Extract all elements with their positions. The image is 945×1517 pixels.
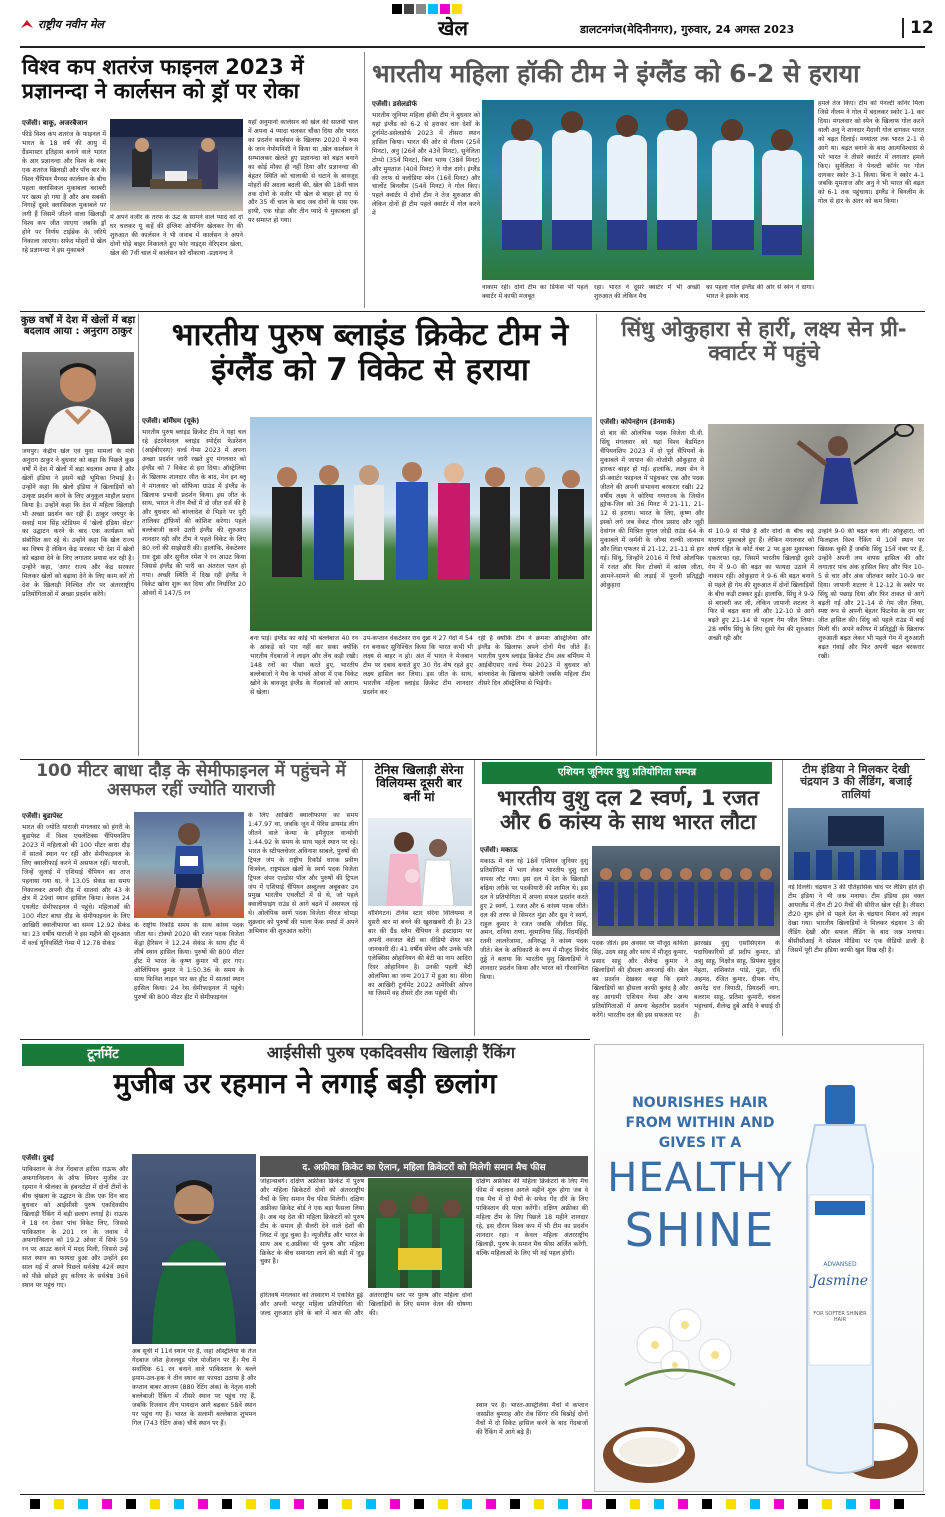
section-name: खेल (438, 16, 468, 40)
s6-col2: के राष्ट्रीय रिकॉर्ड समय के साथ कांस्य पदक जीता था। टोक्यो 2020 की रजत पदक विजेता केंड्रा हैरिसन ने 12.24 सेकंड के साथ हीट में शीर्ष स्थान हासिल किया। पुरुषों की 800 मीटर हीट में भारत के कृष्ण कुमार भी हार गए। ओलिंपियन कुमार ने 1:50.36 के समय के साथ फिनिश लाइन पार कर हीट में सातवां स्थान हासिल किया। 24 रेस सेमीफाइनल में पहुंचे। पुरुषों की 800 मीटर हीट में सेमीफाइनल (134, 922, 244, 1001)
s2-col4: का पहला गोल इंग्लैंड की ओर से स्वेन ने दागा। भारत ने इसके बाद (706, 284, 814, 300)
col-rule (362, 760, 363, 1036)
s1-headline: विश्व कप शतरंज फाइनल 2023 में प्रज्ञानन्दा ने कार्लसन को ड्रॉ पर रोका (22, 55, 304, 103)
chess-photo (110, 119, 243, 211)
ad-tag: FOR SOFTER SHINIER HAIR (813, 1311, 867, 1323)
s8-headline: भारतीय वुशु दल 2 स्वर्ण, 1 रजत और 6 कांस्य के साथ भारत लौटा (497, 786, 759, 834)
s10-col1: एजेंसी। दुबई पाकिस्तान के तेज गेंदबाज हारिस राऊफ और अफगानिस्तान के ऑफ स्पिनर मुजीब उर रहमान ने श्रीलंका के हंबनटोटा में दोनों टीमों के बीच श्रृंखला के उद्घाटन के ठीक एक दिन बाद बुधवार को आईसीसी पुरुष एकदिवसीय खिलाड़ी रैंकिंग में बड़ी छलांग लगाई है। राऊफ ने 18 रन देकर पांच विकेट लिए, जिससे पाकिस्तान के 201 रन के जवाब में अफगानिस्तान को 19.2 ओवर में सिर्फ 59 रन पर आउट करने में मदद मिली, जिससे उन्हें सात स्थान का फायदा हुआ और उन्होंने इस साल मई में अपने पिछले सर्वश्रेष्ठ 42वें स्थान को पीछे छोड़ते हुए करियर के सर्वश्रेष्ठ 36वें स्थान पर पहुंच गए। (22, 1154, 128, 1290)
section-rule (20, 759, 925, 760)
section-rule (20, 311, 925, 312)
s4-col1: एजेंसी। बर्मिंघम (यूके) भारतीय पुरुष ब्लाइंड क्रिकेट टीम ने यहां चल रहे इंटरनेशनल ब्लाइंड स्पोर्ट्स फेडरेशन (आईबीएसए) वर्ल्ड गेम्स 2023 में अपना अच्छा प्रदर्शन जारी रखते हुए मंगलवार को इंग्लैंड को 7 विकेट से हरा दिया। ऑस्ट्रेलिया के खिलाफ शानदार जीत के बाद, मेन इन ब्लू ने मंगलवार को सोफिया ग्राउंड में इंग्लैंड के खिलाफ प्रभावी प्रदर्शन किया। इस जीत के साथ, भारत ने तीन मैचों में दो जीत दर्ज की है और बुधवार को बांग्लादेश से भिड़ने पर पूरी तालिका ट्रॉफ़ियों की कोशिश करेगा। पहले बल्लेबाजी करने उतरी इंग्लैंड की शुरुआत शानदार रही और टीम ने पहले विकेट के लिए 80 रनों की साझेदारी की। हालांकि, वेंकटेश्वर राव दुन्ना और सुनील रमेश ने रन आउट किया जिससे इंग्लैंड की पारी का अंतराल पतन हो गया। अच्छी स्थिति में दिख रही इंग्लैंड ने विकेट खोना शुरू कर दिया और निर्धारित 20 ओवरों में 147/5 रन (142, 417, 246, 597)
athlete-photo (134, 812, 244, 918)
s3-body: जयपुर। केंद्रीय खेल एवं युवा मामलों के मंत्री अनुराग ठाकुर ने बुधवार को कहा कि पिछले कुछ वर्षों में देश में खेलों में बड़ा बदलाव आया है और खेलों इंडिया ने इसमें बड़ी भूमिका निभाई है। उन्होंने कहा कि खेलो इंडिया ने खिलाड़ियों को उत्कृष्ट प्रदर्शन करने के लिए अनुकूल माहौल प्रदान किया है। उन्होंने कहा कि देश में महिला खिलाड़ी भी अच्छा प्रदर्शन कर रही हैं। ठाकुर जयपुर के सवाई मान सिंह स्टेडियम में 'खेलो इंडिया सेंटर' का उद्घाटन करने के बाद एक कार्यक्रम को संबोधित कर रहे थे। उन्होंने कहा कि खेल राज्य का विषय है लेकिन केंद्र सरकार भी देश में खेलों को बढ़ावा देने के लिए लगातार प्रयास कर रही है। उन्होंने कहा, 'अगर राज्य और केंद्र सरकार मिलकर खेलों को बढ़ावा देने के लिए काम करें तो देश के खिलाड़ी निश्चित तौर पर अंतरराष्ट्रीय प्रतियोगिताओं में अच्छा प्रदर्शन करेंगे। (22, 448, 134, 598)
s8-col1: एजेंसी। मकाऊ मकाऊ में चल रहे 18वें एशियन जूनियर वुशु प्रतियोगिता में भाग लेकर भारतीय वुशु दल वापस लौट गया। इस दल में देश के खिलाड़ी बढ़िया तरीके पर पदकीयारी की शामिल थे। इस दल ने प्रतियोगिता में अपना सफल प्रदर्शन करते हुए 2 स्वर्ण, 1 रजत और 6 कांस्य पदक जीते। दल की तरफ से सिमरत मुंडा और ध्रुव ने स्वर्ण, राहुल कुमार ने रजत जबकि जीवीता सिंह, अमन, रानिया राणा, नूरमानिया सिंह, रिंदमहिंदी रतनी लालरेंजामा, अनिरुद्ध ने कांस्य पदक जीते। बेल के अधिकारी के रूप में मौजूद विनोद तुड्डे ने बताया कि भारतीय वुशु खिलाड़ियों ने शानदार प्रदर्शन किया और भारत को गौरवान्वित किया। (480, 846, 588, 982)
col-rule (138, 314, 139, 756)
s6-col1: एजेंसी। बुडापेस्ट भारत की ज्योति याराजी मंगलवार को हंगरी के बुडापेस्ट में विश्व एथलेटिक्स चैंपियनशिप 2023 में महिलाओं की 100 मीटर बाधा दौड़ में सातवें स्थान पर रहीं और सेमीफाइनल के लिए क्वालीफाई करने में असफल रहीं। याराजी, जिन्हें जुलाई में एशियाई चैंपियन का ताज पहनाया गया था, ने 13.05 सेकंड का समय निकालकर अपनी दौड़ में सातवां और 43 के क्षेत्र में 29वां स्थान हासिल किया। केवल 24 एथलीट सेमीफाइनल में पहुंचे। महिलाओं की 100 मीटर बाधा दौड़ के सेमीफाइनल के लिए आखिरी क्वालीफायर का समय 12.92 सेकंड था। 23 वर्षीय याराजी ने इस महीने की शुरुआत में वर्ल्ड यूनिवर्सिटी गेम्स में 12.78 सेकंड (22, 812, 130, 948)
badminton-photo (708, 424, 924, 524)
s4-col2: बना पाई। इंग्लैंड का कोई भी बल्लेबाज 40 रन के आंकड़े को पार नहीं कर सका क्योंकि भारतीय गेंदबाजों ने लाइन और लेंथ कड़ी रखी। 148 रनों का पीछा करते हुए, भारतीय बल्लेबाजों ने मैच के पांचवें ओवर में एक विकेट खोने के बावजूद इंग्लैंड के गेंदबाजों को आराम से खेला। (250, 635, 358, 696)
s10-col2: अब सूची में 11वें स्थान पर हैं, जहां ऑस्ट्रेलिया के तेज गेंदबाज जोश हेजलवुड पोल पोजीशन पर हैं। मैच में सर्वाधिक 61 रन बनाने वाले पाकिस्तान के बल्ले इमाम-उल-हक ने तीन स्थान का फायदा उठाया है और कप्तान बाबर आजम (880 रेटिंग अंक) के नेतृत्व वाली बल्लेबाजी रैंकिंग में तीसरे स्थान पर पहुंच गए हैं, जबकि रिजवान तीन पायदान आगे बढ़कर 58वें स्थान पर पहुंच गए हैं। भारत के सलामी बल्लेबाज शुभमन गिल (743 रेटिंग अंक) चौथे स्थान पर हैं। (132, 1348, 256, 1427)
s9-headline: टीम इंडिया ने मिलकर देखी चंद्रयान 3 की लैंडिंग, बजाई तालियां (800, 763, 912, 801)
s10-kicker: टूर्नामेंट (22, 1044, 184, 1066)
team-india-photo (788, 808, 924, 880)
s1-col1: एजेंसी। बाकू, अजरबैजान फीडे विश्व कप शतरंज के फाइनल में भारत के 18 वर्ष की आयु में ग्रैंडमास्टर इतिहास बनाने वाले भारत के आर प्रज्ञानन्दा और विश्व के नंबर एक शतरंज खिलाड़ी और पाँच बार के विश्व चैंपियन मैग्नस कार्लसन के बीच पहला क्लासिकल मुकाबला बराबरी पर खत्म हो गया है और अब सबकी निगाहें दूसरे क्लासिकल मुकाबले पर लगी हैं जिसमें जीतने वाला खिलाड़ी विश्व कप जीत जाएगा जबकि ड्रॉ होने पर निर्णय टाईब्रेक के जरिये निकाला जाएगा। सफेद मोहरों से खेल रहे प्रज्ञानन्दा ने इस मुकाबले (22, 119, 106, 255)
hockey-photo (482, 100, 814, 280)
s10-col3: जोहान्सबर्ग। दक्षिण अफ्रीका क्रिकेट में पुरुष और महिला क्रिकेटरों दोनों को अंतरराष्ट्रीय मैचों के लिए समान मैच फीस मिलेगी। दक्षिण अफ्रीका क्रिकेट बोर्ड ने एक बड़ा फैसला लिया है। अब वह देश की महिला क्रिकेटरों को पुरुष टीम के समान ही सैलरी देने वाले देशों की लिस्ट में जुड़ चुका है। न्यूजीलैंड और भारत के साथ अब द.अफ्रीका भी पुरुष और महिला क्रिकेट के बीच समानता लाने की कड़ी में जुड़ चुका है। (260, 1178, 364, 1266)
s7-headline: टेनिस खिलाड़ी सेरेना विलियम्स दूसरी बार बनीं मां (374, 763, 464, 804)
s1-col2b: यहाँ अनुमानों कार्लसन को खेल की सातवीं चाल में अपना 4 प्यादा चलकर चौंका दिया और भारत का प्रदर्शन कार्लसन के खिलाफ 2020 में रूस के जान नेपोमनिशी ने किया था ,खेल कार्लसन ने सम्भालकर खेलते हुए प्रज्ञानन्दा को बढ़त बनाने का कोई मौका ही नहीं दिया और प्रज्ञानन्दा की बेहतर स्थिति को चालाकी से घटाने के बावजूद मोहरों की अदला बदली की, खेल की 18वीं चाल तक दोनों के वजीर भी खेल से बाहर हो गए थे और 35 वीं चाल के बाद जब दोनों के पास एक हाथी, एक घोड़ा और तीन प्यादे ये मुकाबला ड्रॉ पर समाप्त हो गया। (248, 119, 358, 225)
s4-col3: उप-कप्तान वेंकटेश्वर राव दुन्ना ने 27 गेंदों में 54 रन बनाकर सुनिश्चित किया कि भारत कभी भी लक्ष्य से बाहर न हो। अंत में भारत ने मेजबान टीम पर दबाव बनाते हुए 30 गेंद शेष रहते हुए लक्ष्य हासिल कर लिया। इस जीत के साथ, भारतीय महिला ब्लाइंड क्रिकेट टीम शानदार प्रदर्शन कर (363, 635, 473, 696)
ad-line3: GIVES IT A (658, 1135, 742, 1151)
s2-headline: भारतीय महिला हॉकी टीम ने इंग्लैंड को 6-2 से हराया (372, 59, 860, 88)
ad-line5: SHINE (624, 1203, 776, 1257)
s5-col2: से 10-9 से पीछे हैं और दोनों के बीच कई यादगार मुकाबले हुए हैं। लेकिन मंगलवार को संघर्ष रहित के कोर्ट नंबर 2 पर हुआ मुकाबला एकतरफा रहा, जिसमें भारतीय खिलाड़ी दूसरे गेम में 9-0 की बढ़त का फायदा उठाने में नाकाम रहीं। ओकुहारा ने 9-6 की बढ़त बनाने से पहले ही गेम की शुरुआत में दोनों खिलाड़ियों के बीच कड़ी टक्कर हुई। हालांकि, सिंधु ने 9-9 से बराबरी कर ली, लेकिन जापानी शटलर ने फिर से बढ़त बना ली और 12-10 से आगे बढ़ते हुए 21-14 से पहला गेम जीत लिया। 28 वर्षीय सिंधु के लिए दूसरे गेम की शुरुआत अच्छी रही और (708, 528, 814, 643)
s2-col5: हमले तेज किए। टीम को पेनल्टी कॉर्नर मिला जिसे नीलम ने गोल में बदलकर स्कोर 1-1 कर दिया। मंगलवार को स्पेन के खिलाफ गोल करने वाली अनु ने शानदार मैदानी गोल दागकर भारत को बढ़त दिलाई। मध्यांतर तक भारत 2-1 से आगे था। बढ़त बनाने के बाद आत्मविश्वास से भरे भारत ने तीसरे क्वार्टर में लगातार हमले किए। सुनेलिता ने पेनल्टी कॉर्नर पर गोल दागकर स्कोर 3-1 किया। बिना ने स्कोर 4-1 जबकि मुमताज और अनु ने भी भारत की बढ़त को 6-1 तक पहुंचाया। इंग्लैंड ने बिनलीम के गोल से हार के अंतर को कम किया। (818, 100, 924, 206)
paper-logo-icon (20, 17, 34, 31)
s10-subhead: द. अफ्रीका क्रिकेट का ऐलान, महिला क्रिकेटरों को मिलेगी समान मैच फीस (260, 1156, 588, 1177)
minister-photo (22, 352, 134, 444)
s9-body: नई दिल्ली। चंद्रयान 3 की ऐतिहासिक चांद पर लैंडिंग होते ही टीम इंडिया ने भी जश्न मनाया। टीम इंडिया इस वक्त आयरलैंड में तीन टी 20 मैचों की सीरीज खेल रही है। तीसरा टी20 शुरू होने से पहले देश के चंद्रयान मिशन को लाइव देखा गया। भारतीय खिलाड़ियों ने मिलकर चंद्रयान 3 की लैंडिंग देखी और सफल लैंडिंग के बाद जश्न मनाया। बीसीसीआई ने सोशल मीडिया पर एक वीडियो डाली है जिसमें पूरी टीम इंडिया काफी खुश दिख रही है। (788, 884, 924, 954)
s8-col3: झारखंड वुशु एसोसिएशन के पदाधिकारियों डॉ प्रदीप कुमार, डॉ अशु साहू, निक्षोत्र साहू, प्रियंका मुकुंद मेहता, शशिकांत पांडे, मुंडा, रवि अहमद, रंजित कुमार, दीपक गोप, अमरेंद्र दत्त त्रिपाठी, प्रियदर्शी नाग, बलराम साहू, प्रतिमा कुमारी, चंचल भट्टाचार्य, शैलेन्द्र दुबे आदि ने बधाई दी है। (694, 940, 780, 1019)
ad-product: Jasmine (811, 1273, 869, 1289)
cricket-photo (250, 417, 592, 631)
s10-col4: दक्षिण अफ्रीका की महिला क्रिकेटरों के लिए मैच फीस में बदलाव अगले महीने शुरू होगा जब वे एक मैच में दो मैचों के सफेद गेंद दौरे के लिए पाकिस्तान की यात्रा करेंगी। दक्षिण अफ्रीका की महिला टीम के लिए पिछले 18 महीने शानदार रहे, इस दौरान विश्व कप में भी टीम का प्रदर्शन शानदार रहा। न केवल महिला अंतरराष्ट्रीय खिलाड़ी, पुरुष के समान मैच फीस अर्जित करेंगी, बल्कि महिलाओं के लिए भी नई पहल होगी। (476, 1178, 588, 1257)
page-number: 12 (902, 18, 934, 38)
wushu-photo (592, 846, 780, 936)
paper-name: राष्ट्रीय नवीन मेल (38, 18, 104, 31)
s2-col1: एजेंसी। डसेलडोर्फ भारतीय जूनियर महिला हॉकी टीम ने बुधवार को यहां इंग्लैंड को 6-2 से हराकर चार देशों के टूर्नामेंट-डसेलडोर्फ 2023 में तीसरा स्थान हासिल किया। भारत की ओर से नीलम (25वें मिनट), अनु (26वें और 43वें मिनट), सुनेलिता टोप्पो (35वें मिनट), बिना भाग्य (38वें मिनट) और मुमताज (40वें मिनट) ने गोल दागे। इंग्लैंड की तरफ से क्लोडिया स्वेन (16वें मिनट) और चार्लोट बिनलीम (54वें मिनट) ने गोल किए। पहले क्वार्टर में दोनों टीम ने तेज शुरुआत की लेकिन दोनों ही टीम पहले क्वार्टर में गोल करने में (372, 100, 480, 218)
ad-brand: Parachute (819, 1241, 861, 1249)
col-rule (782, 760, 783, 1036)
s6-col3: के लिए आखिरी क्वालीफायर का समय 1:47.97 था, जबकि जून में पेरिस डायमंड लीग जीतने वाले केन्या के इमैनुएल वान्योनी 1:44.92 के समय के साथ पहले स्थान पर रहे। भारत के स्टीपलचेजर अविनाश साबले, पुरुषों की ट्रिपल जंप के राष्ट्रीय रिकॉर्ड धारक प्रवीण चित्रवेल, राष्ट्रमंडल खेलों के स्वर्ण पदक विजेता ट्रिपल जंपर एल्डोस पॉल और पुरुषों की ट्रिपल जंप में एशियाई चैंपियन अब्दुल्ला अबूबकर उन प्रमुख भारतीय एथलीटों में से थे, जो पहले क्वालीफाइंग राउंड से आगे बढ़ने में असफल रहे थे। ओलंपिक स्वर्ण पदक विजेता नीरज चोपड़ा शुक्रवार को पुरुषों की भाला फेंक स्पर्धा में अपने अभियान की शुरुआत करेंगे। (248, 812, 358, 936)
s3-headline: कुछ वर्षों में देश में खेलों में बड़ा बदलाव आया : अनुराग ठाकुर (20, 315, 136, 338)
s8-col2: पदक जीते। इस अवसर पर मौजूद कविता सिंह, उदय साहू और साथ में मौजूद कुमार, प्रसाद साहू और शैलेन्द्र कुमार ने खिलाड़ियों की हौसला अफजाई की। खेल का प्रदर्शन देखकर कहा कि हमारे खिलाड़ियों का हौसला काफी बुलंद है और वह आगामी एशियन गेम्स और अन्य प्रतियोगिताओं में अपना बेहतरीन प्रदर्शन करेंगे। भारतीय दल की इस सफलता पर (592, 940, 688, 1019)
footer-rule (20, 1494, 925, 1495)
s10-headline: मुजीब उर रहमान ने लगाई बड़ी छलांग (113, 1067, 497, 1100)
ad-line1: NOURISHES HAIR (632, 1095, 768, 1111)
s1-col2a: में अपने वजीर के तरफ के ऊंट के सामने वाले प्यादे को दो घर चलकर यू कहें की इंग्लिश ओपनिंग खेलकर रेंग की शुरुआत की कार्लसन ने भी जवाब में कार्लसन ने अपने दोनों घोड़े बाहर निकालते हुए फोर नाइट्स वेरिएशन खेला, खेल की 7वीं चाल में कार्लसन को चौंकाया -प्रज्ञानन्द ने (110, 214, 243, 257)
mujeeb-photo (132, 1154, 256, 1344)
ad-sub: ADVANSED (823, 1261, 857, 1268)
section-rule (20, 1039, 590, 1040)
coconut-icon (599, 1395, 719, 1485)
oil-bottle (795, 1085, 885, 1485)
col-rule (596, 314, 597, 756)
masthead-rule (20, 46, 925, 48)
s2-col2: नाकाम रहीं। दोनों टीम का डिफेंस भी पहले क्वार्टर में काफी मजबूत (482, 284, 588, 300)
jasmine-flowers-icon (615, 1285, 795, 1405)
col-rule (364, 52, 365, 308)
serena-photo (368, 818, 472, 906)
color-register-top (392, 4, 462, 14)
s10-col3b: हरितवर्ष मंगलवार को तस्वारण में एकत्रित हुई और अपनी भरपूर महिला प्रतियोगिता की जल्द शुरुआत होने के बारे में बात की और अंतरराष्ट्रीय स्तर पर पुरुष और महिला दोनों खिलाड़ियों के लिए समान वेतन की घोषणा की। (260, 1292, 472, 1317)
col-rule (474, 760, 475, 1036)
masthead (20, 14, 934, 48)
s6-headline: 100 मीटर बाधा दौड़ के सेमीफाइनल में पहुंचने में असफल रहीं ज्योति याराजी (36, 761, 346, 801)
s2-col3: रहा। भारत ने दूसरे क्वार्टर में भी अच्छी शुरुआत की लेकिन मैच (594, 284, 700, 300)
s4-headline: भारतीय पुरुष ब्लाइंड क्रिकेट टीम ने इंग्लैंड को 7 विकेट से हराया (171, 317, 569, 388)
color-register-bottom (30, 1499, 904, 1509)
s10-headline-bar: आईसीसी पुरुष एकदिवसीय खिलाड़ी रैंकिंग (266, 1043, 516, 1062)
ad-line2: FROM WITHIN AND (625, 1115, 775, 1131)
ad-line4: HEALTHY (607, 1155, 793, 1201)
s5-col3: उन्होंने 9-0 की बढ़त बना ली। ओकुहारा, जो फिलहाल विश्व रैंकिंग में 10वें स्थान पर खिसक चुकी हैं जबकि सिंधु 15वें नंबर पर हैं, उन्होंने अपनी लय वापस हासिल की और लगातार पांच अंक हासिल किए और फिर 10-5 से चार और अंक जीतकर स्कोर 10-9 कर दिया। जापानी शटलर ने 12-12 के स्कोर पर सिंधु को पछाड़ दिया और फिर ताकत से आगे बढ़ती गई और 21-14 से गेम जीत लिया, स्पष्ट रूप से अपनी बेहतर फिटनेस के दम पर जीत हासिल की। सिंधु को पहले राउंड में बाई मिली थी। अपने करियर में प्रतिद्वंद्वी के खिलाफ शुरुआती बढ़त लेकर भी पहले गेम में शुरुआती बढ़त गंवाई और फिर अपनी बढ़त बरकरार रखी। (818, 528, 924, 661)
s5-headline: सिंधु ओकुहारा से हारीं, लक्ष्य सेन प्री-क्वार्टर में पहुंचे (621, 317, 907, 365)
s7-body: वॉशिंगटन। टेनिस स्टार सेरेना विलियम्स ने दूसरी बार मां बनने की खुशखबरी दी है। 23 बार की ग्रैंड स्लैम चैंपियन ने इंस्टाग्राम पर अपनी नवजात बेटी का वीडियो शेयर कर जानकारी दी। 41 वर्षीय सेरेना और उनके पति एलेक्सिस ओहानियन की बेटी का नाम आदिरा रिवर ओहानियन है। उनकी पहली बेटी ओलंपिया का जन्म 2017 में हुआ था। सेरेना का आखिरी टूर्नामेंट 2022 अमेरिकी ओपन था जिसमें वह तीसरे दौर तक पहुंची थी। (368, 910, 472, 998)
s4-col4: रही है क्योंकि टीम ने क्रमशः ऑस्ट्रेलिया और इंग्लैंड के खिलाफ अपने दोनों मैच जीते हैं। भारतीय पुरुष ब्लाइंड क्रिकेट टीम अब बर्मिंघम में आईबीएसए वर्ल्ड गेम्स 2023 में बुधवार को बांग्लादेश के खिलाफ खेलेगी जबकि महिला टीम तीसरे दिन ऑस्ट्रेलिया से भिड़ेगी। (478, 635, 590, 687)
s5-col1: एजेंसी। कोपेनहेगन (डेनमार्क) दो बार की ओलंपिक पदक विजेता पी.वी. सिंधु मंगलवार को यहां विश्व बैडमिंटन चैंपियनशिप 2023 में दो पूर्व चैंपियनों के मुकाबले में जापान की नोजोमी ओकुहारा से हारकर बाहर हो गईं। हालांकि, लक्ष्य सेन ने प्री-क्वार्टर फाइनल में पहुंचकर एक और पदक जीतने की अपनी संभावना बरकरार रखी। 22 वर्षीय लक्ष्य ने कोरिया गणराज्य के जियोन ह्योक-जिन को 36 मिनट में 21-11, 21-12 से हराया। भारत के लिए, कृष्ण और इस्को लगे जब वेंकट गौरव प्रसाद और जूही देवांगन की मिश्रित युगल जोड़ी राउंड 64 के मुकाबले में जर्मनी के जोन्स राल्फी जानसन और लिंडा एफलर से 21-12, 21-11 से हार गई। सिंधु, जिन्होंने 2016 में रियो ओलंपिक में रजत और फिर टोक्यो में कांस्य जीता, आमने-सामने की लड़ाई में पुरानी प्रतिद्वंद्वी ओकुहारा (600, 418, 704, 589)
dateline: डालटनगंज(मेदिनीनगर), गुरुवार, 24 अगस्त 2023 (580, 23, 795, 36)
women-cricket-photo (368, 1178, 472, 1288)
hair-oil-ad (594, 1044, 924, 1492)
s8-kicker: एशियन जूनियर वुशु प्रतियोगिता सम्पन्न (482, 762, 772, 784)
s10-col4b: स्थान पर है। भारत-आस्ट्रेलिया मैचों में कप्तान जसप्रीत बुमराह और रोब सिंगर रवि बिश्नोई दोनों मैचों में दो विकेट हासिल करने के बाद गेंदबाजों की रैंकिंग में आगे बढ़े हैं। (476, 1402, 588, 1436)
